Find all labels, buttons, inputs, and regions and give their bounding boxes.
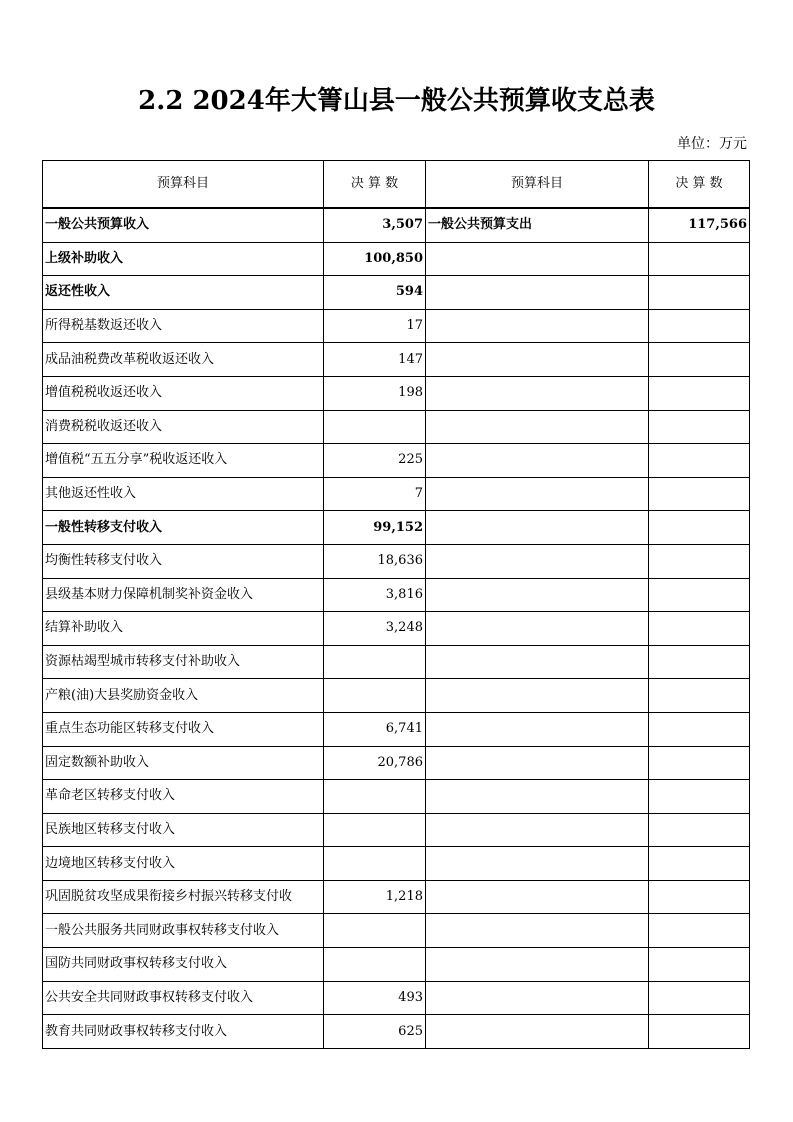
row-expense-name bbox=[426, 578, 649, 612]
row-expense-value bbox=[649, 746, 750, 780]
row-expense-value bbox=[649, 813, 750, 847]
budget-table bbox=[42, 160, 750, 1049]
row-value: 625 bbox=[324, 1015, 426, 1049]
row-value: 17 bbox=[324, 309, 426, 343]
row-expense-value bbox=[649, 511, 750, 545]
row-value bbox=[324, 410, 426, 444]
table-row bbox=[43, 309, 750, 343]
row-value: 3,816 bbox=[324, 578, 426, 612]
table-row bbox=[43, 914, 750, 948]
table-row bbox=[43, 242, 750, 276]
table-row bbox=[43, 712, 750, 746]
row-value: 20,786 bbox=[324, 746, 426, 780]
row-expense-name bbox=[426, 948, 649, 982]
row-expense-name bbox=[426, 376, 649, 410]
row-name: 资源枯竭型城市转移支付补助收入 bbox=[43, 645, 324, 679]
row-value bbox=[324, 679, 426, 713]
row-expense-name bbox=[426, 1015, 649, 1049]
row-expense-value bbox=[649, 780, 750, 814]
table-row bbox=[43, 208, 750, 242]
table-row bbox=[43, 847, 750, 881]
row-expense-value bbox=[649, 1015, 750, 1049]
row-expense-name bbox=[426, 242, 649, 276]
row-name: 产粮(油)大县奖励资金收入 bbox=[43, 679, 324, 713]
row-name: 国防共同财政事权转移支付收入 bbox=[43, 948, 324, 982]
row-expense-name bbox=[426, 477, 649, 511]
row-value: 7 bbox=[324, 477, 426, 511]
header-income-amount: 决 算 数 bbox=[324, 161, 426, 209]
table-row bbox=[43, 578, 750, 612]
table-row bbox=[43, 612, 750, 646]
row-name: 一般公共预算收入 bbox=[43, 208, 324, 242]
row-name: 增值税“五五分享”税收返还收入 bbox=[43, 444, 324, 478]
row-expense-value bbox=[649, 645, 750, 679]
row-name: 一般性转移支付收入 bbox=[43, 511, 324, 545]
row-value: 99,152 bbox=[324, 511, 426, 545]
row-expense-name bbox=[426, 276, 649, 310]
row-expense-name bbox=[426, 813, 649, 847]
row-expense-name bbox=[426, 880, 649, 914]
table-row bbox=[43, 880, 750, 914]
row-name: 均衡性转移支付收入 bbox=[43, 544, 324, 578]
table-row bbox=[43, 645, 750, 679]
row-expense-name bbox=[426, 444, 649, 478]
row-name: 县级基本财力保障机制奖补资金收入 bbox=[43, 578, 324, 612]
row-expense-name bbox=[426, 780, 649, 814]
row-value bbox=[324, 948, 426, 982]
table-row bbox=[43, 376, 750, 410]
header-expense-subject: 预算科目 bbox=[426, 161, 649, 209]
row-expense-name bbox=[426, 544, 649, 578]
header-expense-amount: 决 算 数 bbox=[649, 161, 750, 209]
row-name: 重点生态功能区转移支付收入 bbox=[43, 712, 324, 746]
table-row bbox=[43, 1015, 750, 1049]
row-value: 3,248 bbox=[324, 612, 426, 646]
row-expense-name bbox=[426, 914, 649, 948]
row-value: 198 bbox=[324, 376, 426, 410]
row-expense-value bbox=[649, 847, 750, 881]
row-value: 147 bbox=[324, 343, 426, 377]
table-row bbox=[43, 444, 750, 478]
row-value: 100,850 bbox=[324, 242, 426, 276]
row-name: 成品油税费改革税收返还收入 bbox=[43, 343, 324, 377]
unit-label: 单位：万元 bbox=[677, 136, 747, 152]
row-value: 3,507 bbox=[324, 208, 426, 242]
row-expense-value bbox=[649, 712, 750, 746]
row-expense-name bbox=[426, 679, 649, 713]
row-name: 增值税税收返还收入 bbox=[43, 376, 324, 410]
row-name: 边境地区转移支付收入 bbox=[43, 847, 324, 881]
row-expense-value bbox=[649, 544, 750, 578]
row-value bbox=[324, 847, 426, 881]
table-row bbox=[43, 410, 750, 444]
row-value bbox=[324, 813, 426, 847]
table-row bbox=[43, 948, 750, 982]
row-value bbox=[324, 780, 426, 814]
row-expense-name bbox=[426, 410, 649, 444]
row-value: 493 bbox=[324, 981, 426, 1015]
row-name: 民族地区转移支付收入 bbox=[43, 813, 324, 847]
row-expense-name bbox=[426, 343, 649, 377]
row-name: 消费税税收返还收入 bbox=[43, 410, 324, 444]
row-name: 上级补助收入 bbox=[43, 242, 324, 276]
row-name: 一般公共服务共同财政事权转移支付收入 bbox=[43, 914, 324, 948]
row-expense-value bbox=[649, 343, 750, 377]
table-row bbox=[43, 343, 750, 377]
table-row bbox=[43, 276, 750, 310]
row-expense-name bbox=[426, 746, 649, 780]
row-name: 返还性收入 bbox=[43, 276, 324, 310]
row-value: 6,741 bbox=[324, 712, 426, 746]
table-row bbox=[43, 477, 750, 511]
row-expense-name bbox=[426, 511, 649, 545]
row-name: 结算补助收入 bbox=[43, 612, 324, 646]
row-value: 594 bbox=[324, 276, 426, 310]
row-expense-name bbox=[426, 309, 649, 343]
table-row bbox=[43, 780, 750, 814]
row-value: 1,218 bbox=[324, 880, 426, 914]
row-value bbox=[324, 914, 426, 948]
row-expense-value bbox=[649, 276, 750, 310]
row-expense-value bbox=[649, 679, 750, 713]
row-expense-value bbox=[649, 444, 750, 478]
row-expense-name bbox=[426, 981, 649, 1015]
row-expense-name bbox=[426, 612, 649, 646]
row-name: 其他返还性收入 bbox=[43, 477, 324, 511]
row-name: 革命老区转移支付收入 bbox=[43, 780, 324, 814]
row-expense-value bbox=[649, 477, 750, 511]
row-value bbox=[324, 645, 426, 679]
row-name: 教育共同财政事权转移支付收入 bbox=[43, 1015, 324, 1049]
table-row bbox=[43, 511, 750, 545]
table-row bbox=[43, 544, 750, 578]
page-title: 2.2 2024年大箐山县一般公共预算收支总表 bbox=[138, 86, 655, 116]
row-expense-value bbox=[649, 578, 750, 612]
row-expense-value bbox=[649, 410, 750, 444]
table-row bbox=[43, 813, 750, 847]
table-header-row bbox=[43, 161, 750, 209]
row-expense-name bbox=[426, 712, 649, 746]
row-expense-value bbox=[649, 242, 750, 276]
table-row bbox=[43, 746, 750, 780]
row-expense-value bbox=[649, 612, 750, 646]
row-expense-value bbox=[649, 914, 750, 948]
row-expense-name bbox=[426, 847, 649, 881]
row-expense-value bbox=[649, 948, 750, 982]
header-income-subject: 预算科目 bbox=[43, 161, 324, 209]
row-expense-name bbox=[426, 645, 649, 679]
row-expense-name: 一般公共预算支出 bbox=[426, 208, 649, 242]
row-expense-value: 117,566 bbox=[649, 208, 750, 242]
row-name: 公共安全共同财政事权转移支付收入 bbox=[43, 981, 324, 1015]
row-name: 所得税基数返还收入 bbox=[43, 309, 324, 343]
row-expense-value bbox=[649, 981, 750, 1015]
row-value: 18,636 bbox=[324, 544, 426, 578]
row-name: 固定数额补助收入 bbox=[43, 746, 324, 780]
row-name: 巩固脱贫攻坚成果衔接乡村振兴转移支付收 bbox=[43, 880, 324, 914]
row-expense-value bbox=[649, 880, 750, 914]
row-value: 225 bbox=[324, 444, 426, 478]
row-expense-value bbox=[649, 309, 750, 343]
row-expense-value bbox=[649, 376, 750, 410]
table-row bbox=[43, 679, 750, 713]
table-row bbox=[43, 981, 750, 1015]
